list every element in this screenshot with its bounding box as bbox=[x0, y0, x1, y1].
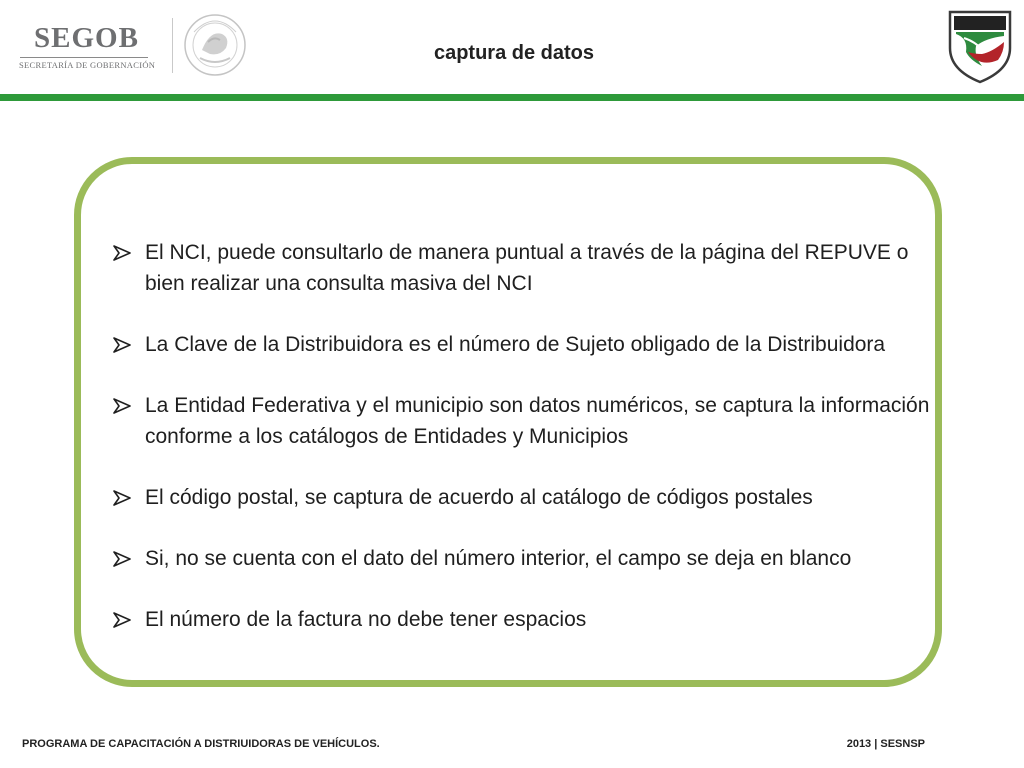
arrow-bullet-icon bbox=[113, 612, 131, 628]
header-accent-bar bbox=[0, 94, 1024, 101]
list-item-text: El NCI, puede consultarlo de manera puntual a través de la página del REPUVE o bien realizar una consulta masiva del NCI bbox=[145, 241, 909, 295]
arrow-bullet-icon bbox=[113, 337, 131, 353]
list-item-text: La Clave de la Distribuidora es el número de Sujeto obligado de la Distribuidora bbox=[145, 333, 886, 356]
sesnsp-shield-icon bbox=[946, 8, 1014, 84]
list-item bbox=[112, 482, 942, 513]
page-title-text: captura de datos bbox=[433, 42, 595, 64]
list-item-text: El número de la factura no debe tener espacios bbox=[145, 608, 587, 631]
list-item bbox=[112, 237, 942, 299]
footer-program-title: PROGRAMA DE CAPACITACIÓN A DISTRIUIDORAS DE VEHÍCULOS. bbox=[22, 738, 380, 750]
list-item bbox=[112, 329, 942, 360]
arrow-bullet-icon bbox=[113, 398, 131, 414]
arrow-bullet-icon bbox=[113, 245, 131, 261]
list-item-text: El código postal, se captura de acuerdo al catálogo de códigos postales bbox=[145, 486, 813, 509]
segob-logo-subtitle: SECRETARÍA DE GOBERNACIÓN bbox=[19, 60, 156, 70]
arrow-bullet-icon bbox=[113, 551, 131, 567]
arrow-bullet-icon bbox=[113, 490, 131, 506]
footer-year-org: 2013 | SESNSP bbox=[846, 738, 925, 750]
list-item-text: Si, no se cuenta con el dato del número interior, el campo se deja en blanco bbox=[145, 547, 852, 570]
bullet-list bbox=[112, 237, 942, 635]
list-item bbox=[112, 604, 942, 635]
list-item bbox=[112, 543, 942, 574]
segob-logo-text: SEGOB bbox=[34, 22, 139, 54]
list-item bbox=[112, 390, 942, 452]
page-title bbox=[0, 42, 1024, 65]
list-item-text: La Entidad Federativa y el municipio son datos numéricos, se captura la información conforme a los catálogos de Entidades y Municipios bbox=[145, 394, 930, 448]
